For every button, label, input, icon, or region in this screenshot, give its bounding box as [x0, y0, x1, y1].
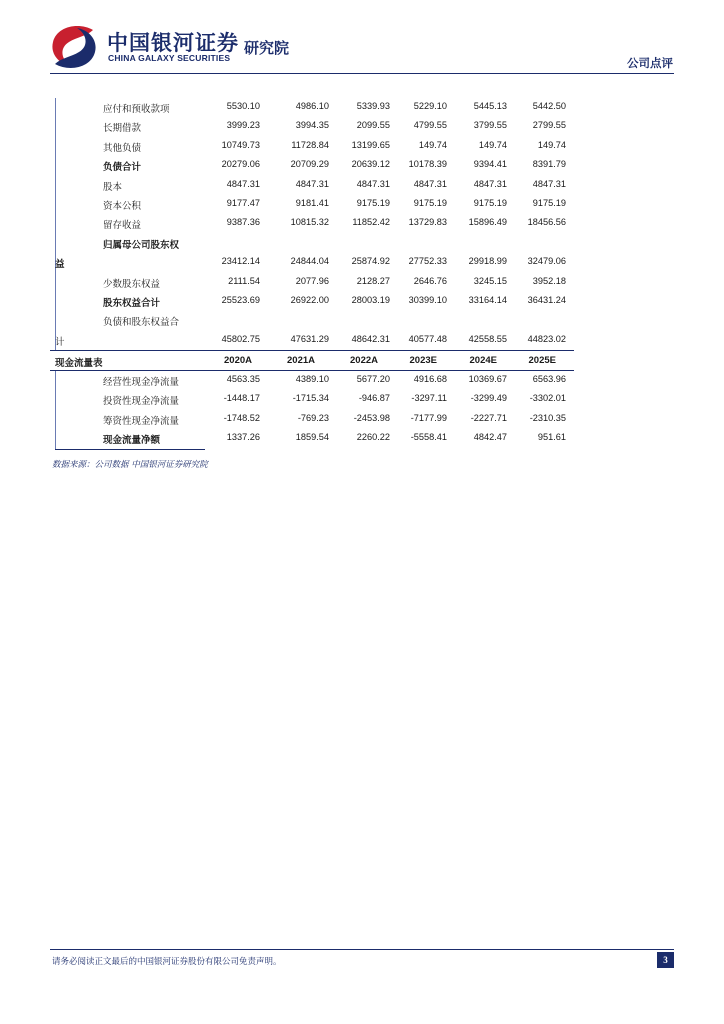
- cell-value: 23412.14: [221, 256, 260, 267]
- table-row: [50, 371, 574, 390]
- cell-value: 4563.35: [226, 374, 260, 385]
- disclaimer-text: 请务必阅读正文最后的中国银河证券股份有限公司免责声明。: [52, 957, 282, 967]
- cell-value: 15896.49: [468, 217, 507, 228]
- cell-value: 1859.54: [295, 432, 329, 443]
- cell-value: 3994.35: [295, 120, 329, 131]
- logo-chinese-name: 中国银河证券: [107, 31, 239, 55]
- cell-value: 3952.18: [532, 275, 566, 286]
- cell-value: 4847.31: [226, 178, 260, 189]
- cell-value: 4799.55: [413, 120, 447, 131]
- year-header: 2023E: [409, 355, 437, 367]
- cell-value: 9177.47: [226, 197, 260, 208]
- cell-value: 30399.10: [408, 294, 447, 305]
- cell-value: 47631.29: [290, 333, 329, 344]
- cell-value: 18456.56: [527, 217, 566, 228]
- cell-value: 10178.39: [408, 159, 447, 170]
- cell-value: 27752.33: [408, 256, 447, 267]
- year-header: 2024E: [469, 355, 497, 367]
- cell-value: 8391.79: [532, 159, 566, 170]
- row-label: 负债合计: [103, 162, 142, 174]
- table-bottom-rule: [55, 449, 205, 450]
- row-label: 股东权益合计: [103, 297, 161, 309]
- row-label: 现金流量净额: [103, 435, 161, 447]
- row-label: 归属母公司股东权: [103, 239, 180, 251]
- cell-value: 10815.32: [290, 217, 329, 228]
- cell-value: 4847.31: [413, 178, 447, 189]
- cell-value: -3302.01: [529, 393, 566, 404]
- cell-value: 9387.36: [226, 217, 260, 228]
- cell-value: 9175.19: [532, 197, 566, 208]
- table-row: [50, 156, 574, 175]
- row-label: 少数股东权益: [103, 278, 161, 290]
- data-source-note: 数据来源：公司数据 中国银河证券研究院: [52, 460, 208, 470]
- cell-value: 2799.55: [532, 120, 566, 131]
- table-row: [50, 117, 574, 136]
- cell-value: 25874.92: [351, 256, 390, 267]
- cell-value: 4842.47: [473, 432, 507, 443]
- cell-value: 2128.27: [356, 275, 390, 286]
- row-label: 股本: [103, 181, 123, 193]
- cell-value: 20709.29: [290, 159, 329, 170]
- cell-value: -2310.35: [529, 412, 566, 423]
- page-number: 3: [657, 952, 674, 968]
- table-row: [50, 234, 574, 253]
- cell-value: -7177.99: [410, 412, 447, 423]
- cell-value: 149.74: [418, 139, 447, 150]
- row-label: 应付和预收款项: [103, 104, 170, 115]
- cell-value: 5229.10: [413, 101, 447, 111]
- cell-value: 45802.75: [221, 333, 260, 344]
- cell-value: -946.87: [358, 393, 390, 404]
- cell-value: 40577.48: [408, 333, 447, 344]
- year-header: 2021A: [287, 355, 315, 367]
- row-label: 益: [55, 259, 65, 271]
- table-row: [50, 195, 574, 214]
- cashflow-title: 现金流量表: [55, 358, 103, 370]
- cell-value: 20639.12: [351, 159, 390, 170]
- cell-value: 13729.83: [408, 217, 447, 228]
- cell-value: 5677.20: [356, 374, 390, 385]
- cell-value: 44823.02: [527, 333, 566, 344]
- cell-value: 29918.99: [468, 256, 507, 267]
- report-type: 公司点评: [627, 56, 673, 70]
- cell-value: 3799.55: [473, 120, 507, 131]
- cell-value: 5530.10: [226, 101, 260, 111]
- row-label: 长期借款: [103, 123, 142, 135]
- cell-value: 149.74: [537, 139, 566, 150]
- cell-value: 13199.65: [351, 139, 390, 150]
- logo-english-name: CHINA GALAXY SECURITIES: [108, 53, 231, 63]
- cell-value: 5339.93: [356, 101, 390, 111]
- header-divider: [50, 73, 674, 74]
- cell-value: 2111.54: [228, 275, 260, 286]
- cell-value: -1448.17: [223, 393, 260, 404]
- table-row: [50, 176, 574, 195]
- cell-value: 11728.84: [291, 139, 329, 150]
- cell-value: 32479.06: [527, 256, 566, 267]
- cell-value: 4986.10: [295, 101, 329, 111]
- table-row: [50, 273, 574, 292]
- cell-value: 4916.68: [413, 374, 447, 385]
- cell-value: 5445.13: [473, 101, 507, 111]
- cell-value: 9175.19: [473, 197, 507, 208]
- balance-sheet-section: [50, 98, 574, 350]
- year-header: 2025E: [528, 355, 556, 367]
- cell-value: -769.23: [297, 412, 329, 423]
- table-row: [50, 429, 574, 448]
- cell-value: 4847.31: [473, 178, 507, 189]
- cell-value: -1748.52: [223, 412, 260, 423]
- table-row: [50, 137, 574, 156]
- cell-value: -1715.34: [292, 393, 329, 404]
- cell-value: 9175.19: [356, 197, 390, 208]
- table-row: [50, 331, 574, 350]
- cell-value: 2077.96: [295, 275, 329, 286]
- cell-value: 3245.15: [473, 275, 507, 286]
- cell-value: 9394.41: [473, 159, 507, 170]
- cell-value: 28003.19: [351, 294, 390, 305]
- financial-table: [50, 98, 574, 449]
- cell-value: 9175.19: [413, 197, 447, 208]
- year-header: 2020A: [224, 355, 252, 367]
- cell-value: 11852.42: [352, 217, 390, 228]
- table-row: [50, 410, 574, 429]
- footer-divider: [50, 949, 674, 950]
- table-row: [50, 98, 574, 117]
- table-row: [50, 292, 574, 311]
- logo-institute-name: 研究院: [244, 39, 290, 57]
- cell-value: 10369.67: [468, 374, 507, 385]
- cell-value: 33164.14: [468, 294, 507, 305]
- cell-value: -5558.41: [410, 432, 447, 443]
- row-label: 负债和股东权益合: [103, 317, 180, 329]
- cell-value: 24844.04: [290, 256, 329, 267]
- table-row: [50, 214, 574, 233]
- cell-value: 951.61: [537, 432, 566, 443]
- cell-value: 2646.76: [413, 275, 447, 286]
- table-row: [50, 253, 574, 272]
- cashflow-section: [50, 371, 574, 449]
- cell-value: 9181.41: [295, 197, 329, 208]
- galaxy-logo-icon: [49, 24, 99, 70]
- row-label: 资本公积: [103, 200, 142, 212]
- cell-value: 25523.69: [221, 294, 260, 305]
- table-row: [50, 311, 574, 330]
- cell-value: -3299.49: [470, 393, 507, 404]
- cell-value: 4847.31: [356, 178, 390, 189]
- cell-value: -2453.98: [353, 412, 390, 423]
- cell-value: 5442.50: [532, 101, 566, 111]
- cell-value: 20279.06: [221, 159, 260, 170]
- cell-value: 36431.24: [527, 294, 566, 305]
- row-label: 经营性现金净流量: [103, 377, 180, 389]
- cell-value: 42558.55: [468, 333, 507, 344]
- cell-value: 2099.55: [356, 120, 390, 131]
- cell-value: 1337.26: [226, 432, 260, 443]
- cell-value: 2260.22: [356, 432, 390, 443]
- row-label: 投资性现金净流量: [103, 396, 180, 408]
- cell-value: 26922.00: [290, 294, 329, 305]
- cashflow-header-row: [50, 350, 574, 371]
- cell-value: 4847.31: [295, 178, 329, 189]
- cell-value: 4847.31: [532, 178, 566, 189]
- row-label: 留存收益: [103, 220, 142, 232]
- cell-value: 149.74: [478, 139, 507, 150]
- row-label: 计: [55, 336, 65, 348]
- cell-value: -2227.71: [470, 412, 507, 423]
- year-header: 2022A: [350, 355, 378, 367]
- cell-value: -3297.11: [411, 393, 447, 404]
- cell-value: 6563.96: [532, 374, 566, 385]
- cell-value: 48642.31: [351, 333, 390, 344]
- cell-value: 10749.73: [221, 139, 260, 150]
- row-label: 其他负债: [103, 142, 142, 154]
- table-row: [50, 390, 574, 409]
- cell-value: 3999.23: [226, 120, 260, 131]
- cell-value: 4389.10: [295, 374, 329, 385]
- row-label: 筹资性现金净流量: [103, 415, 180, 427]
